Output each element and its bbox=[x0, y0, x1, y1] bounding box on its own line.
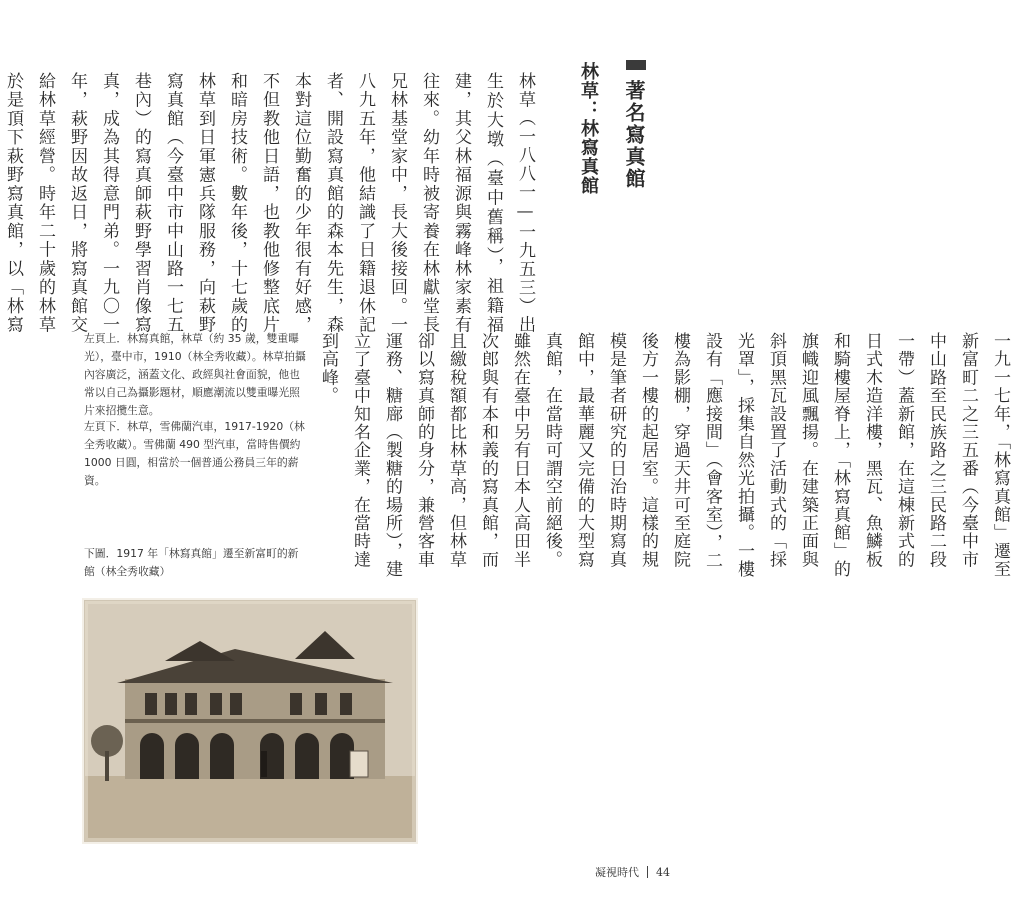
page-footer bbox=[595, 864, 670, 880]
caption-left-top: 左頁上．林寫真館，林草（約 35 歲，雙重曝光），臺中市，1910（林全秀收藏）。林草拍攝內容廣泛，涵蓋文化、政經與社會面貌，他也常以自己為攝影題材，順應潮流以雙重曝光照片來招攬生意。 bbox=[84, 332, 306, 417]
footer-divider bbox=[647, 866, 648, 878]
body-paragraph-1: 林草（一八八一—一九五三）出生於大墩（臺中舊稱），祖籍福建，其父林福源與霧峰林家素有往來。幼年時被寄養在林獻堂長兄林基堂家中，長大後接回。一八九五年，他結識了日籍退休記者、開設寫真館的森本先生，森本對這位勤奮的少年很有好感，不但教他日語，也教他修整底片和暗房技術。數年後，十七歲的林草到日軍憲兵隊服務，向萩野寫真館（今臺中市中山路一七五巷內）的寫真師萩野學習肖像寫真，成為其得意門弟。一九〇一年，萩野因故返日，將寫真館交給林草經營。時年二十歲的林草於是頂下萩野寫真館，以「林寫 bbox=[3, 72, 535, 334]
magazine-name: 凝視時代 bbox=[595, 866, 639, 879]
page-number: 44 bbox=[656, 865, 670, 879]
section-title: 著名寫真館 bbox=[622, 80, 646, 190]
building-illustration bbox=[85, 601, 415, 841]
caption-photo-below: 下圖．1917 年「林寫真館」遷至新富町的新館（林全秀收藏） bbox=[84, 547, 299, 578]
body-paragraph-2: 一九一七年，「林寫真館」遷至新富町二之三五番（今臺中市中山路至民族路之三民路二段一帶）蓋新館，在這棟新式的日式木造洋樓，黑瓦、魚鱗板和騎樓屋脊上，「林寫真館」的旗幟迎風飄揚。在建築正面與斜頂黑瓦設置了活動式的「採光罩」，採集自然光拍攝。一樓設有「應接間」（會客室），二樓為影棚，穿過天井可至庭院後方一樓的起居室。這樣的規模是筆者研究的日治時期寫真館中，最華麗又完備的大型寫真館，在當時可謂空前絕後。雖然在臺中另有日本人高田半次郎與有本和義的寫真館，而且繳稅額都比林草高，但林草卻以寫真師的身分，兼營客車運務、糖廍（製糖的場所），建立了臺中知名企業，在當時達到高峰。 bbox=[318, 332, 1010, 579]
article-subtitle: 林草：林寫真館 bbox=[578, 62, 599, 195]
caption-left-bottom: 左頁下．林草，雪佛蘭汽車，1917-1920（林全秀收藏）。雪佛蘭 490 型汽車，當時售價約 1000 日圓，相當於一個普通公務員三年的薪資。 bbox=[84, 420, 305, 487]
section-marker-bar bbox=[626, 60, 646, 70]
photo-lin-studio-building bbox=[84, 600, 416, 842]
